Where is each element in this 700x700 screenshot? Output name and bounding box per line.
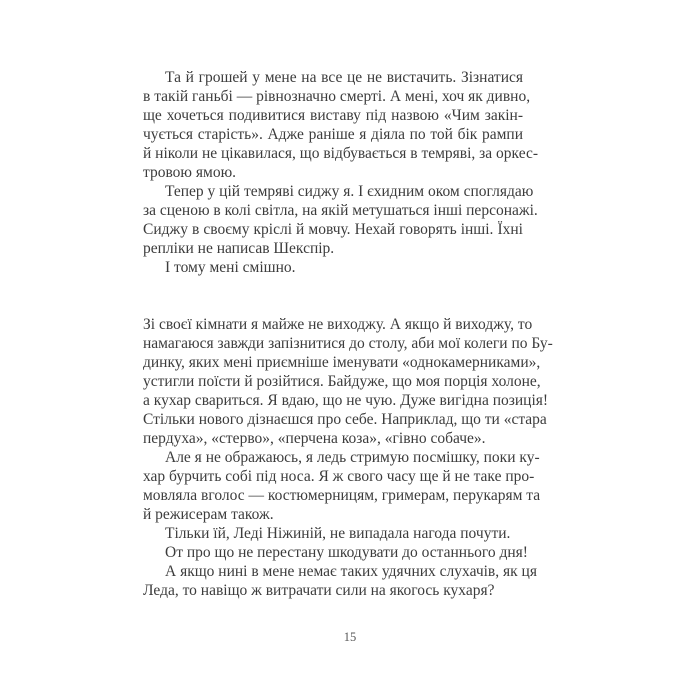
paragraph: [143, 258, 523, 277]
text-line: От про що не перестану шкодувати до останнього дня!: [165, 544, 528, 561]
text-line: Та й грошей у мене на все це не вистачить. Зізнатися: [165, 69, 523, 86]
text-line: Зі своєї кімнати я майже не виходжу. А якщо й виходжу, то: [143, 316, 533, 333]
text-line: устигли поїсти й розійтися. Байдуже, що моя порція холоне,: [143, 373, 541, 390]
text-line: Тільки їй, Леді Ніжиній, не випадала нагода почути.: [165, 525, 511, 542]
section-2: [143, 315, 553, 600]
paragraph: [143, 543, 528, 562]
text-line: а кухар свариться. Я вдаю, що не чую. Дуже вигідна позиція!: [143, 392, 549, 409]
text-line: Тепер у цій темряві сиджу я. І єхидним оком споглядаю: [165, 183, 534, 200]
text-line: намагаюся завжди запізнитися до столу, аби мої колеги по Бу-: [143, 335, 553, 352]
text-line: Стільки нового дізнаєшся про себе. Наприклад, що ти «стара: [143, 411, 547, 428]
paragraph: [143, 524, 523, 543]
text-line: Леда, то навіщо ж витрачати сили на якогось кухаря?: [143, 582, 495, 599]
text-line: мовляла вголос — костюмерницям, гримерам, перукарям та: [143, 487, 541, 504]
text-line: Але я не ображаюсь, я ледь стримую посмішку, поки ку-: [165, 449, 540, 466]
text-line: й режисерам також.: [143, 506, 274, 523]
text-line: за сценою в колі світла, на якій метушаться інші персонажі.: [143, 202, 538, 219]
paragraph: [143, 562, 537, 600]
paragraph: [143, 315, 553, 448]
text-line: хар бурчить собі під носа. Я ж свого часу ще й не таке про-: [143, 468, 535, 485]
text-line: ще хочеться подивитися виставу під назвою «Чим закін-: [143, 107, 523, 124]
text-line: динку, яких мені приємніше іменувати «однокамерниками»,: [143, 354, 541, 371]
text-line: чується старість». Адже раніше я діяла по той бік рампи: [143, 126, 523, 143]
text-line: пердуха», «стерво», «перчена коза», «гівно собаче».: [143, 430, 486, 447]
text-line: тровою ямою.: [143, 164, 237, 181]
text-line: репліки не написав Шекспір.: [143, 240, 335, 257]
section-1: [143, 68, 539, 277]
paragraph: [143, 182, 538, 258]
paragraph: [143, 68, 539, 182]
paragraph: [143, 448, 541, 524]
text-line: в такій ганьбі — рівнозначно смерті. А мені, хоч як дивно,: [143, 88, 531, 105]
text-line: й ніколи не цікавилася, що відбувається в темряві, за оркес-: [143, 145, 539, 162]
text-line: І тому мені смішно.: [165, 259, 296, 276]
text-line: А якщо нині в мене немає таких удячних слухачів, як ця: [165, 563, 537, 580]
page-number: 15: [343, 630, 357, 644]
page-text: [143, 68, 553, 600]
text-line: Сиджу в своєму кріслі й мовчу. Нехай говорять інші. Їхні: [143, 221, 523, 238]
